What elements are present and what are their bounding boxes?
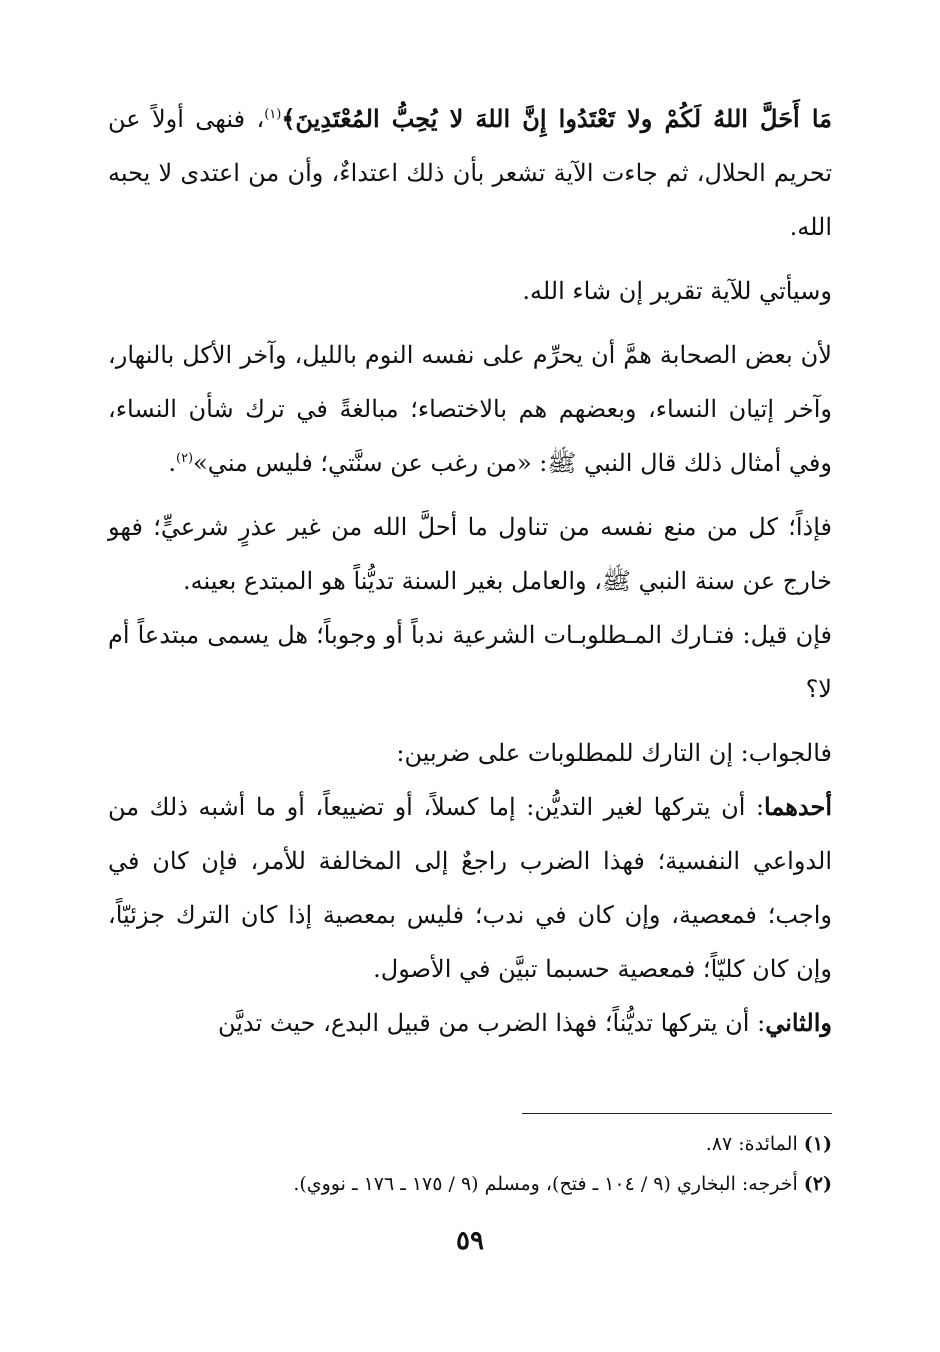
paragraph-text: : أن يتركها تديُّناً؛ فهذا الضرب من قبيل البدع، حيث تديَّن [217, 1009, 766, 1037]
section-lead-first: أحدهما [764, 792, 832, 821]
footnote-ref-2: (٢) [175, 451, 194, 466]
paragraph-4 [108, 500, 832, 608]
page-number: ٥٩ [456, 1226, 484, 1256]
paragraph-text: وسيأتي للآية تقرير إن شاء الله. [522, 277, 832, 305]
footnotes [108, 1124, 832, 1204]
paragraph-3 [108, 328, 832, 490]
footnote-2 [108, 1164, 832, 1204]
footnote-1 [108, 1124, 832, 1164]
main-text [108, 92, 832, 1050]
footnote-ref-1: (١) [264, 107, 282, 122]
paragraph-text: فالجواب: إن التارك للمطلوبات على ضربين: [396, 739, 832, 767]
paragraph-8 [108, 996, 832, 1050]
paragraph-text: فإذاً؛ كل من منع نفسه من تناول ما أحلَّ الله من غير عذرٍ شرعيٍّ؛ فهو خارج عن سنة النبي ﷺ، والعامل بغير السنة تديُّناً هو المبتدع بعينه. [108, 513, 832, 595]
footnote-number: (٢) [803, 1173, 832, 1195]
paragraph-7 [108, 780, 832, 996]
paragraph-2 [108, 264, 832, 318]
paragraph-1 [108, 92, 832, 254]
section-lead-second: والثاني [765, 1008, 832, 1037]
paragraph-text: . [168, 449, 176, 477]
paragraph-5 [108, 608, 832, 716]
quran-verse: مَا أَحَلَّ اللهُ لَكُمْ ولا تَعْتَدُوا إِنَّ اللهَ لا يُحِبُّ المُعْتَدِينَ﴾ [281, 104, 832, 133]
footnote-separator [522, 1113, 832, 1114]
footnote-number: (١) [803, 1133, 832, 1155]
paragraph-6 [108, 726, 832, 780]
paragraph-text: لأن بعض الصحابة همَّ أن يحرِّم على نفسه النوم بالليل، وآخر الأكل بالنهار، وآخر إتيان النساء، وبعضهم هم بالاختصاء؛ مبالغةً في ترك شأن النساء، وفي أمثال ذلك قال النبي ﷺ: «من رغب عن سنَّتي؛ فليس مني» [108, 341, 832, 477]
paragraph-text: : أن يتركها لغير التديُّن: إما كسلاً، أو تضييعاً، أو ما أشبه ذلك من الدواعي النفسية؛ فهذا الضرب راجعٌ إلى المخالفة للأمر، فإن كان في واجب؛ فمعصية، وإن كان في ندب؛ فليس بمعصية إذا كان الترك جزئيّاً، وإن كان كليّاً؛ فمعصية حسبما تبيَّن في الأصول. [108, 793, 832, 983]
paragraph-text: فإن قيل: فتـارك المـطلوبـات الشرعية ندباً أو وجوباً؛ هل يسمى مبتدعاً أم لا؟ [108, 621, 832, 703]
footnote-text: المائدة: ٨٧. [705, 1133, 798, 1155]
footnote-text: أخرجه: البخاري (٩ / ١٠٤ ـ فتح)، ومسلم (٩ / ١٧٥ ـ ١٧٦ ـ نووي). [293, 1173, 798, 1195]
paragraph-text: ، فنهى أولاً عن تحريم الحلال، ثم جاءت الآية تشعر بأن ذلك اعتداءٌ، وأن من اعتدى لا يحبه الله. [108, 105, 832, 241]
